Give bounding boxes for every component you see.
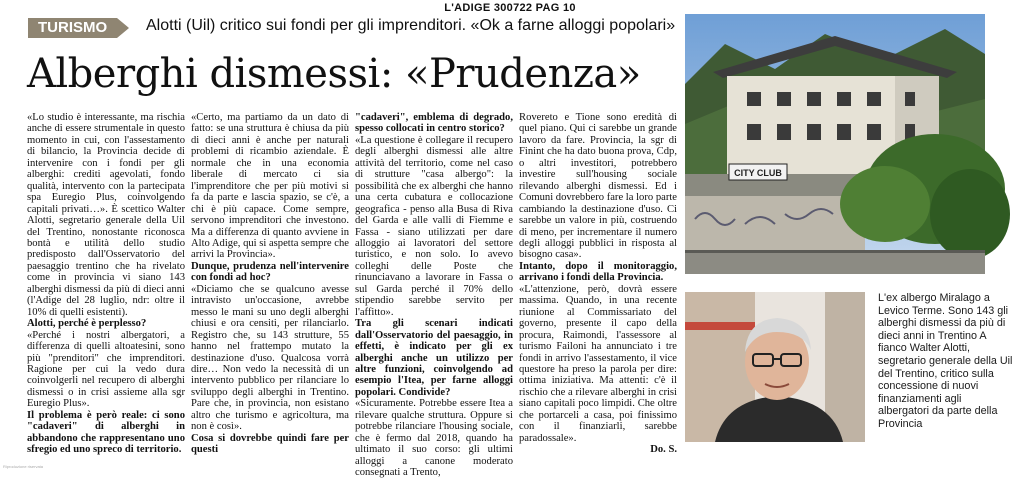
article-paragraph: «L'attenzione, però, dovrà essere massima. Quando, in una recente riunione al Commissariato del governo, presente il capo della procura, Raimondi, l'assessore al turismo Failoni ha annunciato i tre fondi in arrivo l'assestamento, il vice questore ha preso la parola per dire: ottima iniziativa. Ma attenti: c'è il rischio che a rilevare alberghi in crisi siano capitali poco limpidi. Che oltre che portarceli a casa, poi finissimo con il finanziarli, sarebbe paradossale». <box>519 283 677 444</box>
credit-line: Riproduzione riservata <box>3 464 44 469</box>
photo-caption: L'ex albergo Miralago a Levico Terme. Sono 143 gli alberghi dismessi da più di dieci anni in Trentino A fianco Walter Alotti, segretario generale della Uil del Trentino, critico sulla concessione di nuovi finanziamenti agli albergatori da parte della Provincia <box>878 292 1013 430</box>
interview-question: Intanto, dopo il monitoraggio, arrivano i fondi della Provincia. <box>519 260 677 284</box>
hotel-photo <box>685 14 985 274</box>
author-signature: Do. S. <box>650 444 677 456</box>
city-club-sign: CITY CLUB <box>734 168 782 178</box>
interview-question: Cosa si dovrebbe quindi fare per questi <box>191 432 349 456</box>
article-paragraph: Rovereto e Tione sono eredità di quel piano. Qui ci sarebbe un grande lavoro da fare. Provincia, la sgr di Finint che ha dato buona prova, Cdp, o altri investitori, potrebbero investire sull'housing sociale rilevando alberghi dismessi. Ed i Comuni dovrebbero fare la loro parte cambiando la destinazione d'uso. Ci sarebbe un valore in più, costruendo di meno, per incrementare il numero degli alloggi pubblici in risposta al bisogno casa». <box>519 112 677 261</box>
source-line: L'ADIGE 300722 PAG 10 <box>444 2 576 14</box>
kicker: Alotti (Uil) critico sui fondi per gli imprenditori. «Ok a farne alloggi popolari» <box>146 17 676 34</box>
portrait-illustration <box>685 292 865 442</box>
interview-question: Tra gli scenari indicati dall'Osservatorio del paesaggio, in effetti, è indicato per gli ex alberghi anche un utilizzo per altre funzioni, coinvolgendo ad esempio l'Itea, per farne alloggi popolari. Condivide? <box>355 318 513 398</box>
interview-question: Dunque, prudenza nell'intervenire con fondi ad hoc? <box>191 260 349 284</box>
article-paragraph: «Sicuramente. Potrebbe essere Itea a rilevare qualche struttura. Oppure si potrebbe rilanciare l'housing sociale, che è fermo dal 2018, quando ha ultimato il suo corso: gli ultimi alloggi a canone moderato consegnati a Trento, <box>355 398 513 479</box>
article-column-3 <box>355 112 513 479</box>
article-paragraph: «La questione è collegare il recupero degli alberghi dismessi alle altre attività del territorio, come nel caso di strutture "casa albergo": la possibilità che ex alberghi che hanno una certa cubatura e collocazione geografica - penso alla Busa di Riva del Garda e alle valli di Fiemme e Fassa - siano utilizzati per dare alloggio ai lavoratori del settore turistico, e non solo. Io avevo colleghi delle Poste che rinunciavano a lavorare in Fassa o sul Garda perché il 70% dello stipendio sarebbe servito per l'affitto». <box>355 134 513 318</box>
interview-question: Il problema è però reale: ci sono "cadaveri" di alberghi in abbandono che rappresentano uno sfregio ed uno spreco di territorio. <box>27 409 185 456</box>
section-tag: TURISMO <box>28 18 117 38</box>
article-paragraph: «Diciamo che se qualcuno avesse intravisto un'occasione, avrebbe messo le mani su uno degli alberghi chiusi e ora censiti, per rilanciarlo. Registro che, su 143 strutture, 55 hanno nel frattempo mutato la destinazione d'uso. Qualcosa vorrà dire… Non vedo la necessità di un intervento pubblico per rilanciare lo sviluppo degli alberghi in Trentino. Pare che, in provincia, non esistano altro che turismo e agricoltura, ma non è così». <box>191 283 349 433</box>
article-column-2 <box>191 112 349 456</box>
article-paragraph: «Perché i nostri albergatori, a differenza di quelli altoatesini, sono più "prenditori" che imprenditori. Ragione per cui la vedo dura coinvolgerli nel recupero di alberghi dismessi o in crisi assieme alla sgr Euregio Plus». <box>27 329 185 410</box>
article-column-4 <box>519 112 677 456</box>
portrait-photo <box>685 292 865 442</box>
article-paragraph: «Lo studio è interessante, ma rischia anche di essere strumentale in questo momento in cui, con l'assestamento di bilancio, la Provincia decide di intervenire con i fondi per gli alberghi: crediti agevolati, fondo qualità, intervento con la partecipata spa Euregio Plus, coinvolgendo capitali privati…». È scettico Walter Alotti, segretario generale della Uil del Trentino, nonostante riconosca bontà e utilità dello studio predisposto dall'Osservatorio del paesaggio trentino che ha rivelato come in provincia vi siano 143 alberghi dismessi da più di dieci anni (l'Adige del 28 luglio, ndr: oltre il 10% di quelli esistenti). <box>27 112 185 318</box>
headline: Alberghi dismessi: «Prudenza» <box>27 51 641 97</box>
article-paragraph: «Certo, ma partiamo da un dato di fatto: se una struttura è chiusa da più di dieci anni è anche per naturali problemi di ricambio aziendale. È normale che in una economia liberale di mercato ci sia l'imprenditore che per più motivi si fa da parte e lascia spazio, se c'è, a chi è più capace. Come sempre, servono imprenditori che investono. Ma a differenza di quanto avviene in Alto Adige, qui si aspetta sempre che arrivi la Provincia». <box>191 112 349 261</box>
hotel-photo-illustration <box>685 14 985 274</box>
article-column-1 <box>27 112 185 456</box>
interview-question: Alotti, perché è perplesso? <box>27 318 147 330</box>
interview-question: "cadaveri", emblema di degrado, spesso collocati in centro storico? <box>355 112 513 135</box>
